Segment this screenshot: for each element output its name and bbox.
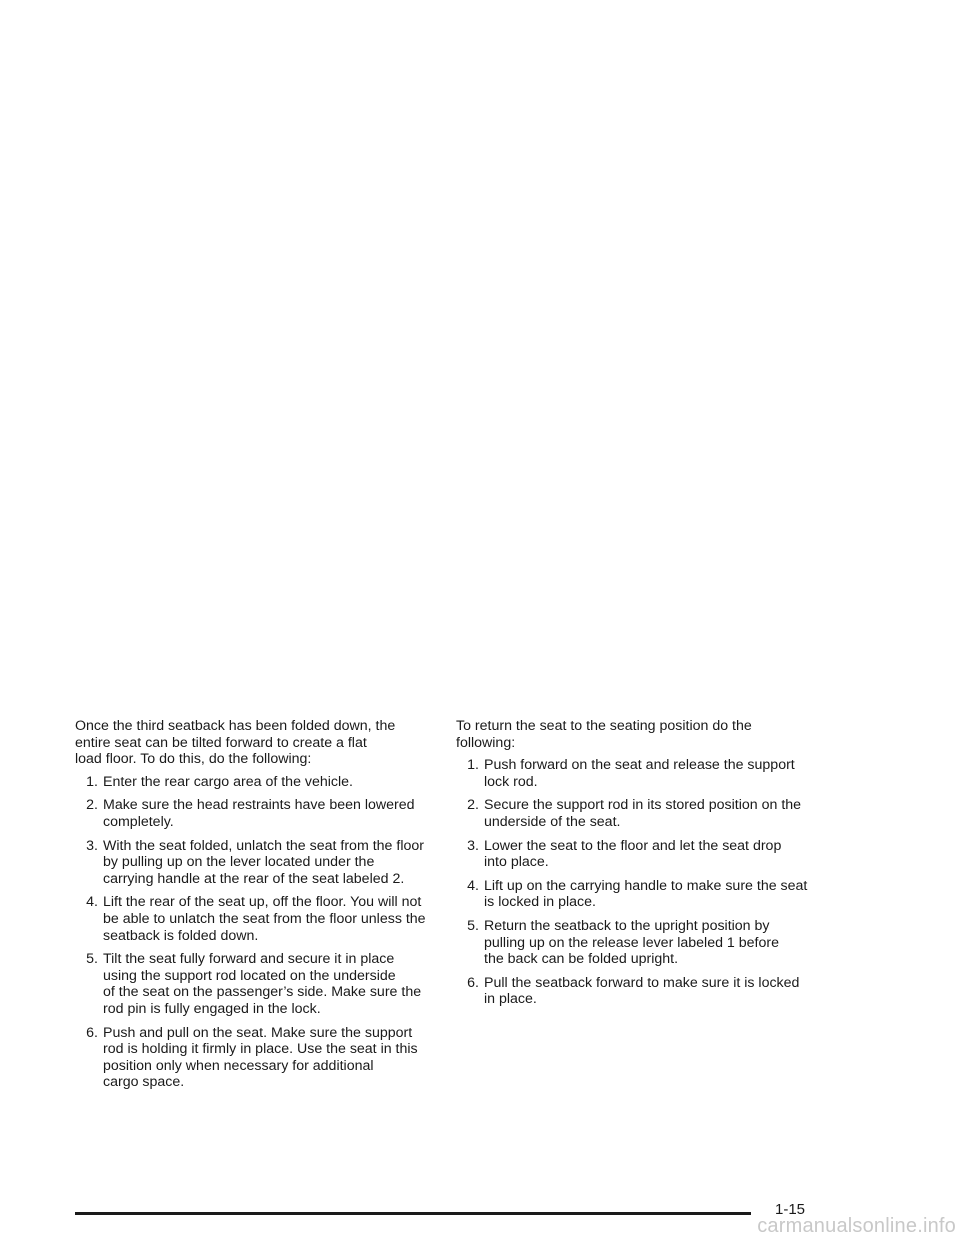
list-item [75,774,439,791]
step-text: Enter the rear cargo area of the vehicle. [103,773,353,790]
list-item [75,838,439,888]
page-number: 1-15 [775,1201,806,1218]
left-intro-paragraph: Once the third seatback has been folded down, the entire seat can be tilted forward to create a flat load floor. To do this, do the following: [75,718,396,768]
step-number: 4. [467,877,479,894]
step-text: Make sure the head restraints have been lowered completely. [103,797,415,830]
step-text: Tilt the seat fully forward and secure it in place using the support rod located on the underside of the seat on the passenger’s side. Make sure the rod pin is fully engaged in the lock. [103,951,422,1017]
step-text: Lift the rear of the seat up, off the floor. You will not be able to unlatch the seat from the floor unless the seatback is folded down. [103,894,426,944]
right-intro-paragraph: To return the seat to the seating position do the following: [456,718,752,751]
step-text: With the seat folded, unlatch the seat from the floor by pulling up on the lever located under the carrying handle at the rear of the seat labeled 2. [103,837,424,887]
list-item [456,878,820,911]
step-text: Lift up on the carrying handle to make sure the seat is locked in place. [484,877,808,911]
step-text: Push forward on the seat and release the support lock rod. [484,757,795,790]
list-item [75,797,439,830]
left-column [75,718,439,1098]
list-item [456,975,820,1008]
list-item [456,918,820,968]
step-text: Push and pull on the seat. Make sure the support rod is holding it firmly in place. Use the seat in this position only when necessary for additional cargo space. [103,1024,418,1091]
right-column [456,718,820,1015]
list-item [456,838,820,871]
step-number: 3. [86,837,98,854]
step-text: Pull the seatback forward to make sure it is locked in place. [484,974,800,1008]
step-number: 1. [467,757,479,774]
watermark-text: carmanualsonline.info [757,1215,956,1237]
step-text: Secure the support rod in its stored position on the underside of the seat. [484,797,802,830]
list-item [75,1025,439,1091]
return-seat-steps [456,757,820,1008]
step-number: 1. [86,773,98,790]
step-text: Lower the seat to the floor and let the seat drop into place. [484,837,782,871]
footer-rule [75,1212,751,1215]
step-number: 2. [467,797,479,814]
step-number: 6. [86,1024,98,1041]
step-number: 6. [467,974,479,991]
step-number: 4. [86,894,98,911]
list-item [456,797,820,830]
step-number: 2. [86,797,98,814]
list-item [75,951,439,1017]
step-number: 5. [86,951,98,968]
fold-forward-steps [75,774,439,1091]
step-text: Return the seatback to the upright position by pulling up on the release lever labeled 1 before the back can be folded upright. [484,917,779,968]
step-number: 3. [467,837,479,854]
step-number: 5. [467,917,479,934]
list-item [456,757,820,790]
list-item [75,894,439,944]
